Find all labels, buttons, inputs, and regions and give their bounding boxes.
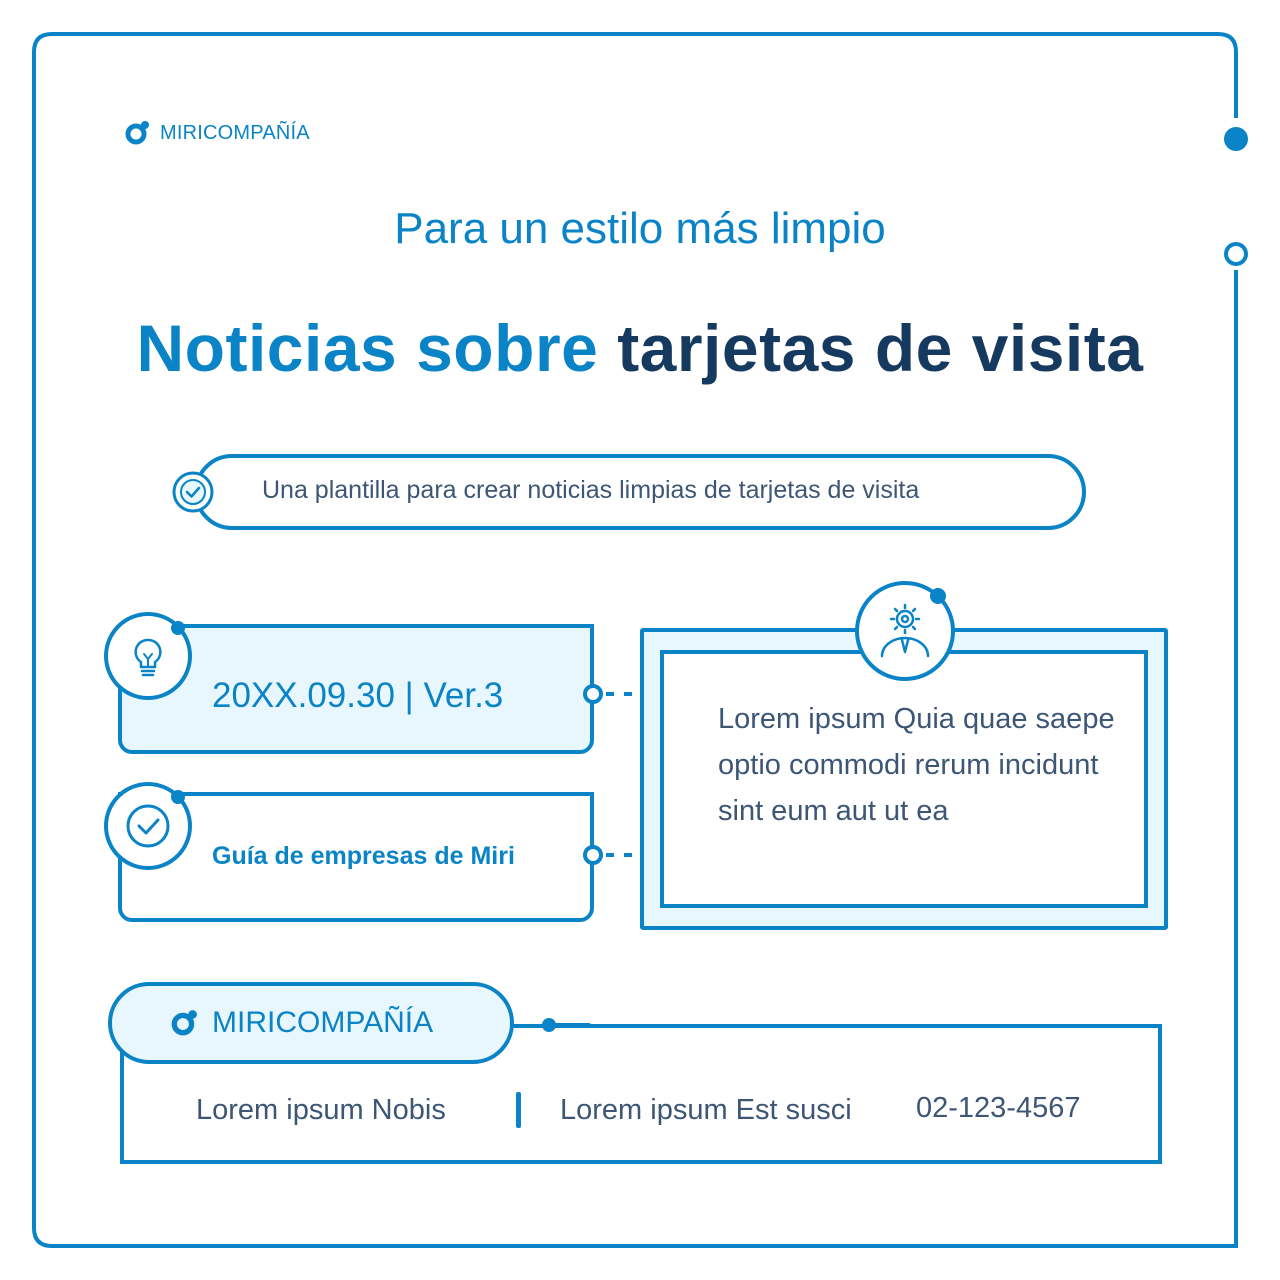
footer-divider <box>516 1092 521 1128</box>
check-circle-icon <box>172 471 214 513</box>
logo-icon <box>170 1009 198 1037</box>
brand-name: MIRICOMPAÑÍA <box>160 121 310 144</box>
intro-text: Una plantilla para crear noticias limpias de tarjetas de visita <box>262 476 920 504</box>
footer-item-2: Lorem ipsum Est susci <box>560 1094 852 1126</box>
connector-node <box>585 847 601 863</box>
footer-item-1: Lorem ipsum Nobis <box>196 1094 446 1126</box>
frame-dot-filled <box>1224 127 1248 151</box>
footer-brand-name: MIRICOMPAÑÍA <box>212 1006 434 1039</box>
title-part-1: Noticias sobre <box>136 311 599 385</box>
logo-icon <box>124 120 150 146</box>
brand-header <box>124 120 310 146</box>
footer-brand <box>170 1006 433 1040</box>
guide-card-dot <box>170 789 186 805</box>
page-title <box>0 310 1280 386</box>
person-gear-badge <box>852 578 958 684</box>
guide-label: Guía de empresas de Miri <box>212 842 515 870</box>
subtitle: Para un estilo más limpio <box>394 204 886 253</box>
info-body: Lorem ipsum Quia quae saepe optio commodi rerum incidunt sint eum aut ut ea <box>718 703 1115 827</box>
date-card-dot <box>170 620 186 636</box>
footer-phone: 02-123-4567 <box>916 1092 1081 1124</box>
title-part-2: tarjetas de visita <box>617 311 1144 385</box>
footer-connector <box>540 1017 590 1033</box>
connector-node <box>585 686 601 702</box>
date-version: 20XX.09.30 | Ver.3 <box>212 676 504 715</box>
